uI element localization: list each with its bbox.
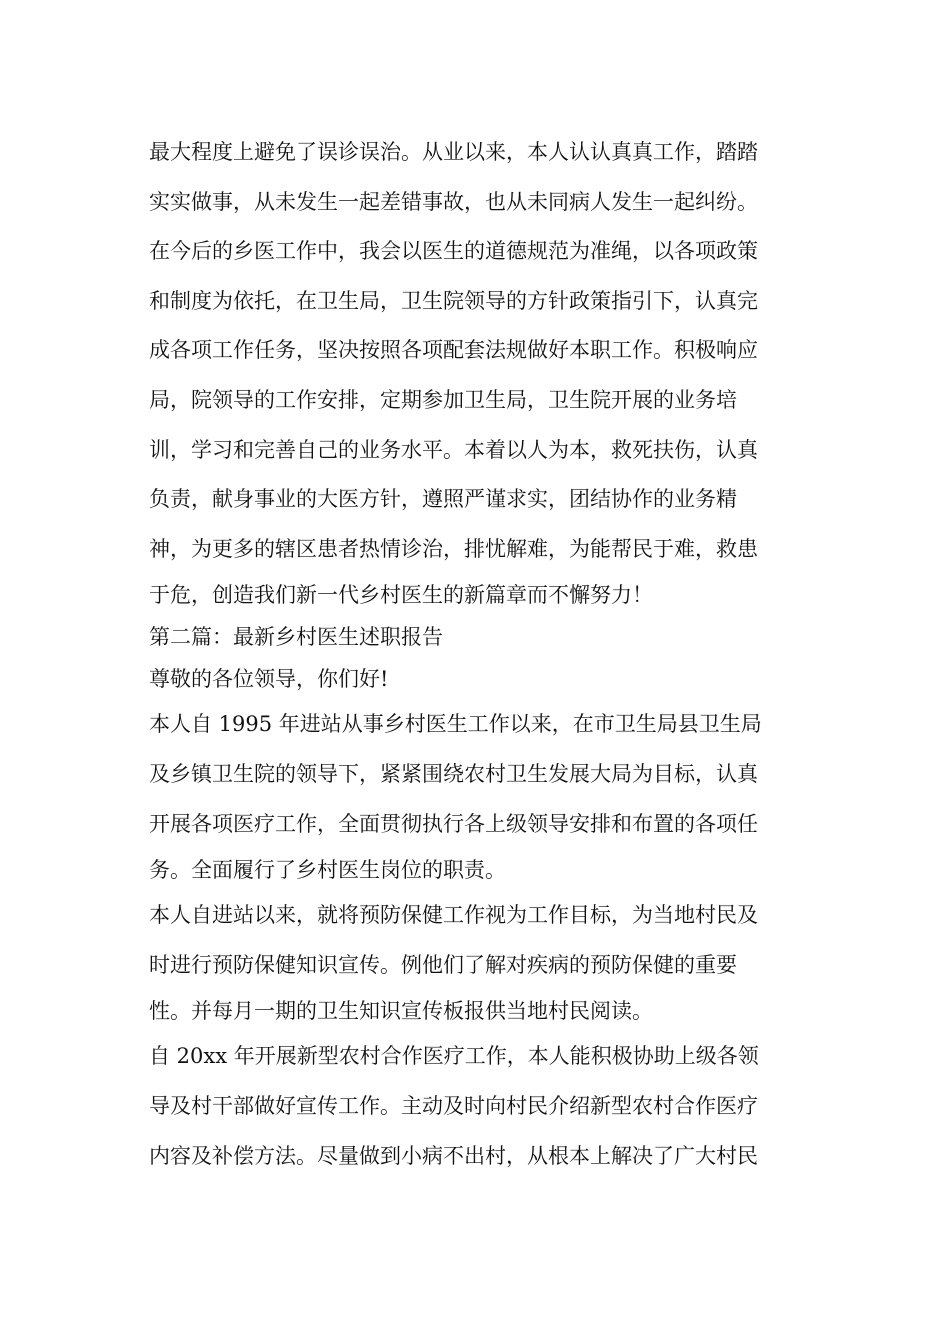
body-line: 时进行预防保健知识宣传。例他们了解对疾病的预防保健的重要 — [149, 952, 737, 977]
body-line: 成各项工作任务，坚决按照各项配套法规做好本职工作。积极响应 — [149, 338, 758, 363]
body-line: 自 20xx 年开展新型农村合作医疗工作，本人能积极协助上级各领 — [149, 1044, 759, 1069]
body-line: 和制度为依托，在卫生局，卫生院领导的方针政策指引下，认真完 — [149, 288, 758, 313]
body-line: 务。全面履行了乡村医生岗位的职责。 — [149, 858, 506, 883]
body-line: 导及村干部做好宣传工作。主动及时向村民介绍新型农村合作医疗 — [149, 1093, 758, 1118]
body-line: 实实做事，从未发生一起差错事故，也从未同病人发生一起纠纷。 — [149, 189, 758, 214]
body-line: 开展各项医疗工作，全面贯彻执行各上级领导安排和布置的各项任 — [149, 811, 758, 836]
document-body — [149, 128, 809, 1181]
section-heading: 第二篇：最新乡村医生述职报告 — [149, 625, 443, 650]
body-line: 及乡镇卫生院的领导下，紧紧围绕农村卫生发展大局为目标，认真 — [149, 761, 758, 786]
body-line: 局，院领导的工作安排，定期参加卫生局，卫生院开展的业务培 — [149, 387, 737, 412]
body-line: 负责，献身事业的大医方针，遵照严谨求实，团结协作的业务精 — [149, 487, 737, 512]
body-line: 本人自 1995 年进站从事乡村医生工作以来，在市卫生局县卫生局 — [149, 712, 762, 737]
body-line: 神，为更多的辖区患者热情诊治，排忧解难，为能帮民于难，救患 — [149, 536, 758, 561]
body-line: 最大程度上避免了误诊误治。从业以来，本人认认真真工作，踏踏 — [149, 140, 758, 164]
body-line: 于危，创造我们新一代乡村医生的新篇章而不懈努力！ — [149, 583, 653, 608]
body-line: 性。并每月一期的卫生知识宣传板报供当地村民阅读。 — [149, 999, 653, 1024]
body-line: 本人自进站以来，就将预防保健工作视为工作目标，为当地村民及 — [149, 903, 758, 928]
body-line: 内容及补偿方法。尽量做到小病不出村，从根本上解决了广大村民 — [149, 1143, 758, 1168]
body-line: 在今后的乡医工作中，我会以医生的道德规范为准绳，以各项政策 — [149, 239, 758, 264]
salutation: 尊敬的各位领导，你们好! — [149, 667, 389, 692]
body-line: 训，学习和完善自己的业务水平。本着以人为本，救死扶伤，认真 — [149, 437, 758, 462]
